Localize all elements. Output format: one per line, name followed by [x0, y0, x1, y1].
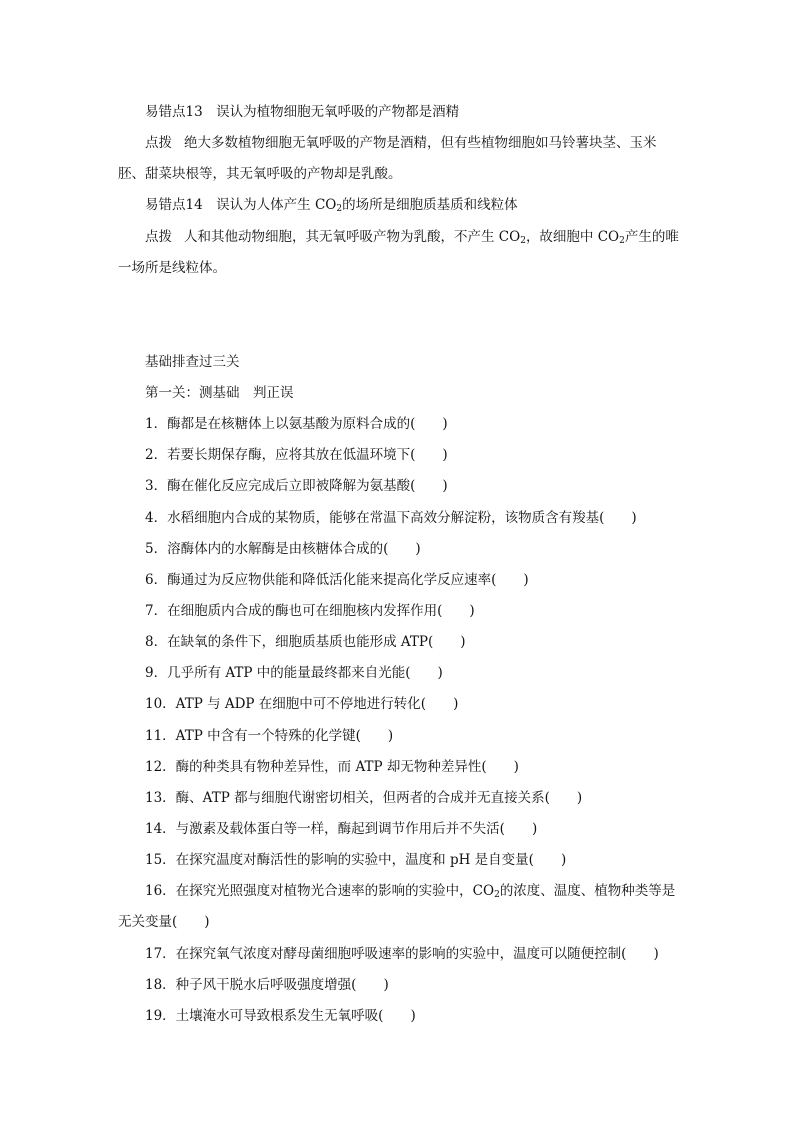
error-point-14-tip-line2: 一场所是线粒体。	[118, 260, 226, 276]
question-item: 10．ATP 与 ADP 在细胞中可不停地进行转化( )	[145, 696, 459, 712]
subscript: 2	[494, 890, 500, 900]
tip-text: 人和其他动物细胞，其无氧呼吸产物为乳酸，不产生 CO	[184, 229, 521, 245]
question-item: 5．溶酶体内的水解酶是由核糖体合成的( )	[145, 541, 421, 557]
question-item: 18．种子风干脱水后呼吸强度增强( )	[145, 977, 389, 993]
item-text: 16．在探究光照强度对植物光合速率的影响的实验中，CO	[145, 883, 495, 899]
question-item: 7．在细胞质内合成的酶也可在细胞核内发挥作用( )	[145, 603, 475, 619]
subscript: 2	[520, 236, 526, 246]
tip-text: ，故细胞中 CO	[525, 229, 620, 245]
question-item: 4．水稻细胞内合成的某物质，能够在常温下高效分解淀粉，该物质含有羧基( )	[145, 510, 637, 526]
question-item: 13．酶、ATP 都与细胞代谢密切相关，但两者的合成并无直接关系( )	[145, 790, 583, 806]
subscript: 2	[336, 204, 343, 214]
question-item: 8．在缺氧的条件下，细胞质基质也能形成 ATP( )	[145, 634, 466, 650]
question-item: 11．ATP 中含有一个特殊的化学键( )	[145, 728, 394, 744]
error-point-14-tip-line1	[145, 227, 679, 247]
question-item: 2．若要长期保存酶，应将其放在低温环境下( )	[145, 447, 448, 463]
item-text: 的浓度、温度、植物种类等是	[499, 883, 676, 899]
tip-text: 绝大多数植物细胞无氧呼吸的产物是酒精，但有些植物细胞如马铃薯块茎、玉米	[184, 135, 657, 151]
tip-label: 点拨	[145, 229, 172, 245]
question-item: 6．酶通过为反应物供能和降低活化能来提高化学反应速率( )	[145, 572, 529, 588]
question-item: 9．几乎所有 ATP 中的能量最终都来自光能( )	[145, 665, 443, 681]
question-item: 17．在探究氧气浓度对酵母菌细胞呼吸速率的影响的实验中，温度可以随便控制( )	[145, 946, 659, 962]
error-point-13-tip-line2: 胚、甜菜块根等，其无氧呼吸的产物却是乳酸。	[118, 166, 402, 182]
question-item: 3．酶在催化反应完成后立即被降解为氨基酸( )	[145, 478, 448, 494]
question-item: 19．土壤淹水可导致根系发生无氧呼吸( )	[145, 1008, 416, 1024]
question-item-16-line2: 无关变量( )	[118, 914, 210, 930]
error-point-13-tip-line1	[145, 133, 657, 153]
subsection-title: 第一关：测基础 判正误	[145, 385, 294, 401]
title-part: 的场所是细胞质基质和线粒体	[342, 197, 518, 213]
question-item-16-line1	[145, 881, 675, 901]
question-item: 12．酶的种类具有物种差异性，而 ATP 却无物种差异性( )	[145, 759, 519, 775]
error-point-14-title	[145, 195, 518, 215]
question-item: 14．与激素及载体蛋白等一样，酶起到调节作用后并不失活( )	[145, 821, 538, 837]
error-point-13-title: 易错点13 误认为植物细胞无氧呼吸的产物都是酒精	[145, 104, 460, 120]
subscript: 2	[619, 236, 625, 246]
question-item: 15．在探究温度对酶活性的影响的实验中，温度和 pH 是自变量( )	[145, 852, 567, 868]
title-part: 易错点14 误认为人体产生 CO	[145, 197, 337, 213]
section-title: 基础排查过三关	[145, 354, 240, 370]
question-item: 1．酶都是在核糖体上以氨基酸为原料合成的( )	[145, 416, 448, 432]
tip-text: 产生的唯	[624, 229, 679, 245]
tip-label: 点拨	[145, 135, 172, 151]
